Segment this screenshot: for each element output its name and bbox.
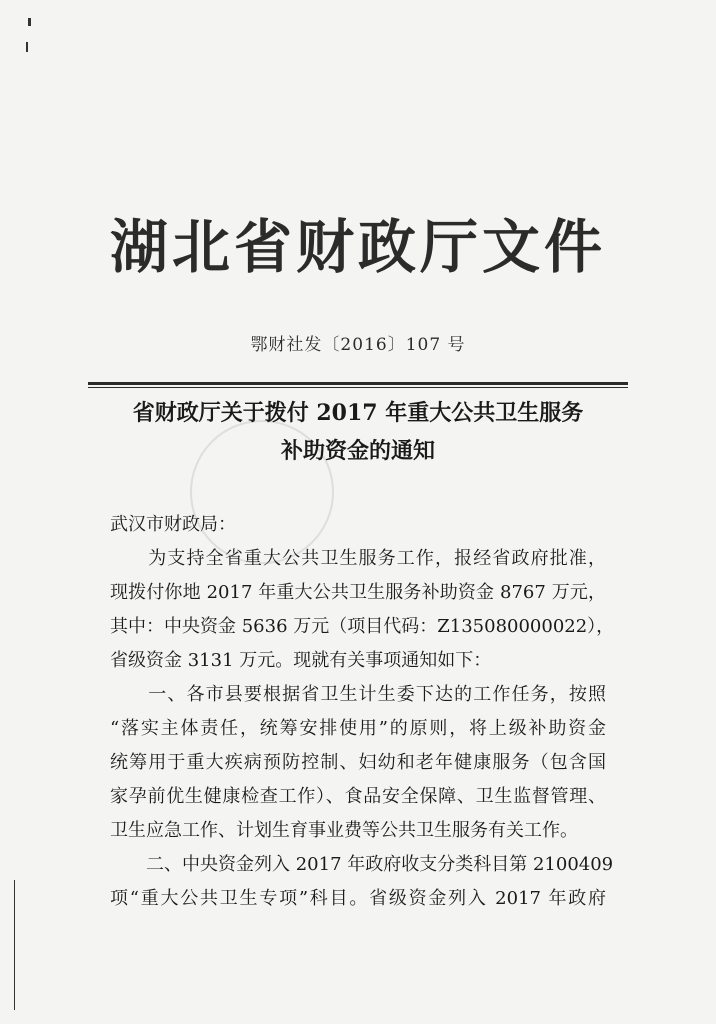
notice-title-line-1: 省财政厅关于拨付 2017 年重大公共卫生服务 — [132, 400, 584, 426]
body-line-7: 统筹用于重大疾病预防控制、妇幼和老年健康服务（包含国 — [110, 752, 606, 773]
body-line-9: 卫生应急工作、计划生育事业费等公共卫生服务有关工作。 — [110, 820, 578, 841]
scan-mark-top-2 — [26, 42, 28, 52]
body-line-11: 项“重大公共卫生专项”科目。省级资金列入 2017 年政府 — [110, 888, 606, 909]
issuer-header-title: 湖北省财政厅文件 — [109, 213, 606, 281]
notice-title-line-2: 补助资金的通知 — [280, 438, 435, 464]
body-line-1: 为支持全省重大公共卫生服务工作，报经省政府批准， — [110, 548, 606, 569]
header-rule-thin — [88, 387, 628, 388]
body-line-10: 二、中央资金列入 2017 年政府收支分类科目第 2100409 — [110, 854, 614, 875]
document-number: 鄂财社发〔2016〕107 号 — [250, 335, 466, 355]
body-line-2: 现拨付你地 2017 年重大公共卫生服务补助资金 8767 万元， — [110, 582, 606, 603]
body-line-8: 家孕前优生健康检查工作）、食品安全保障、卫生监督管理、 — [110, 786, 606, 807]
header-rule-thick — [88, 382, 628, 385]
scan-mark-top — [28, 18, 31, 26]
body-line-6: “落实主体责任，统筹安排使用”的原则，将上级补助资金 — [110, 718, 606, 739]
body-line-5: 一、各市县要根据省卫生计生委下达的工作任务，按照 — [110, 684, 606, 705]
body-line-3: 其中：中央资金 5636 万元（项目代码：Z135080000022）， — [110, 616, 615, 637]
scan-mark-left — [14, 880, 15, 1010]
body-line-4: 省级资金 3131 万元。现就有关事项通知如下： — [110, 650, 492, 671]
salutation: 武汉市财政局： — [110, 514, 236, 535]
